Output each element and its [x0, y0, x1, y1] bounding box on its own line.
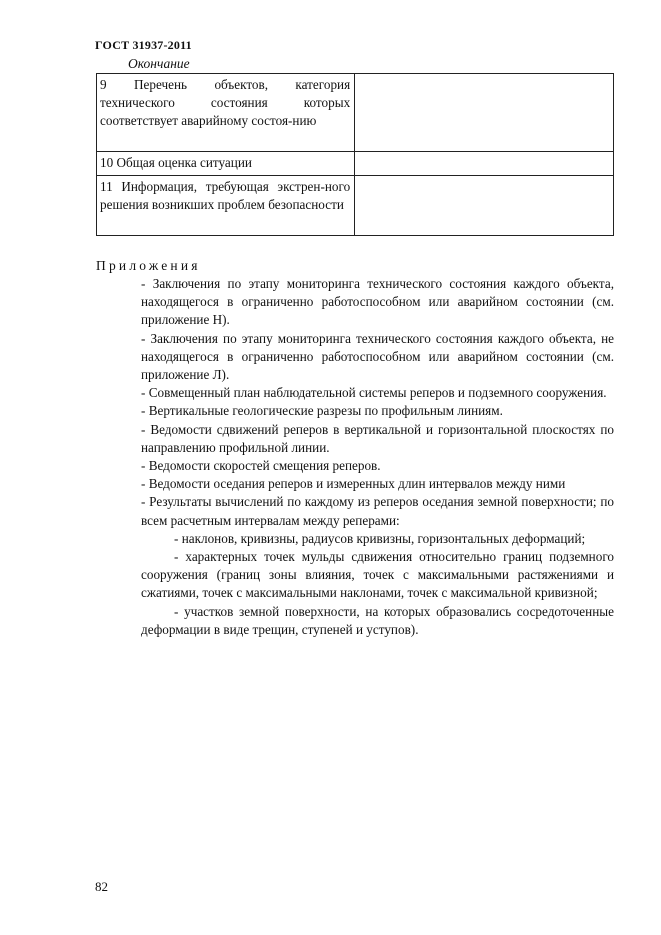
page-number: 82 — [95, 879, 108, 894]
list-item: - Совмещенный план наблюдательной системы реперов и подземного сооружения. — [141, 385, 607, 401]
row-9-text: 9 Перечень объектов, категория технического состояния которых соответствует аварийному состоя-нию — [100, 77, 351, 128]
list-item: - Заключения по этапу мониторинга технического состояния каждого объекта, не находящегося в ограниченно работоспособном или аварийном состоянии (см. приложение Л). — [141, 330, 614, 383]
list-item: - Вертикальные геологические разрезы по профильным линиям. — [141, 403, 503, 419]
table-cell-value — [355, 74, 614, 152]
table-cell-value — [355, 176, 614, 236]
table-row — [97, 176, 614, 236]
sub-list-item: - характерных точек мульды сдвижения относительно границ подземного сооружения (границ зоны влияния, точек с максимальными растяжениями и сжатиями, точек с максимальными наклонами, точек с максимальной кривизной; — [141, 549, 614, 601]
standard-header: ГОСТ 31937-2011 — [95, 38, 192, 52]
table-cell-label — [97, 176, 355, 236]
list-item: - Ведомости сдвижений реперов в вертикальной и горизонтальной плоскостях по направлению профильной линии. — [141, 421, 614, 455]
list-item: - Ведомости скоростей смещения реперов. — [141, 458, 381, 474]
row-10-text: 10 Общая оценка ситуации — [100, 155, 252, 170]
sub-list-item: - участков земной поверхности, на которых образовались сосредоточенные деформации в виде трещин, ступеней и уступов). — [141, 603, 614, 637]
report-table — [96, 73, 614, 236]
appendices-title: Приложения — [96, 258, 201, 273]
table-row — [97, 152, 614, 176]
list-item: - Ведомости оседания реперов и измеренных длин интервалов между ними — [141, 476, 566, 492]
list-item: - Заключения по этапу мониторинга технического состояния каждого объекта, находящегося в ограниченно работоспособном или аварийном состоянии (см. приложение Н). — [141, 276, 614, 328]
row-11-text: 11 Информация, требующая экстрен-ного решения возникших проблем безопасности — [100, 179, 351, 212]
table-cell-label — [97, 152, 355, 176]
table-row — [97, 74, 614, 152]
table-caption: Окончание — [128, 56, 190, 71]
sub-list-item: - наклонов, кривизны, радиусов кривизны, горизонтальных деформаций; — [174, 530, 586, 546]
list-item: - Результаты вычислений по каждому из реперов оседания земной поверхности; по всем расчетным интервалам между реперами: — [141, 494, 614, 528]
table-cell-value — [355, 152, 614, 176]
table-cell-label — [97, 74, 355, 152]
appendices-list — [141, 275, 614, 639]
